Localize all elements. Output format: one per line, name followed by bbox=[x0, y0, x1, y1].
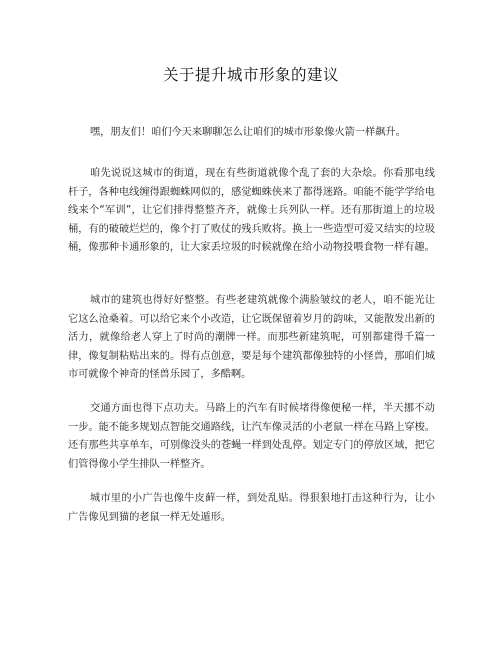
paragraph-traffic: 交通方面也得下点功夫。马路上的汽车有时候堵得像便秘一样，半天挪不动一步。能不能多规划点智能交通路线，让汽车像灵活的小老鼠一样在马路上穿梭。还有那些共享单车，可别像没头的苍蝇一样到处乱停。划定专门的停放区域，把它们管得像小学生排队一样整齐。 bbox=[68, 403, 435, 470]
paragraph-buildings: 城市的建筑也得好好整整。有些老建筑就像个满脸皱纹的老人，咱不能光让它这么沧桑着。可以给它来个小改造，让它既保留着岁月的韵味，又能散发出新的活力，就像给老人穿上了时尚的潮牌一样。而那些新建筑呢，可别都建得千篇一律，像复制粘贴出来的。得有点创意，要是每个建筑都像独特的小怪兽，那咱们城市可就像个神奇的怪兽乐园了，多酷啊。 bbox=[68, 295, 435, 380]
paragraph-ads: 城市里的小广告也像牛皮藓一样，到处乱贴。得狠狠地打击这种行为，让小广告像见到猫的老鼠一样无处遁形。 bbox=[68, 493, 435, 523]
paragraph-streets: 咱先说说这城市的街道，现在有些街道就像个乱了套的大杂烩。你看那电线杆子，各种电线缠得跟蜘蛛网似的，感觉蜘蛛侠来了都得迷路。咱能不能学学给电线来个“军训”，让它们排得整整齐齐，就像士兵列队一样。还有那街道上的垃圾桶，有的破破烂烂的，像个打了败仗的残兵败将。换上一些造型可爱又结实的垃圾桶，像那种卡通形象的，让大家丢垃圾的时候就像在给小动物投喂食物一样有趣。 bbox=[68, 168, 435, 253]
document-title: 关于提升城市形象的建议 bbox=[162, 66, 339, 84]
paragraph-intro: 嘿，朋友们！咱们今天来聊聊怎么让咱们的城市形象像火箭一样飙升。 bbox=[90, 127, 406, 138]
